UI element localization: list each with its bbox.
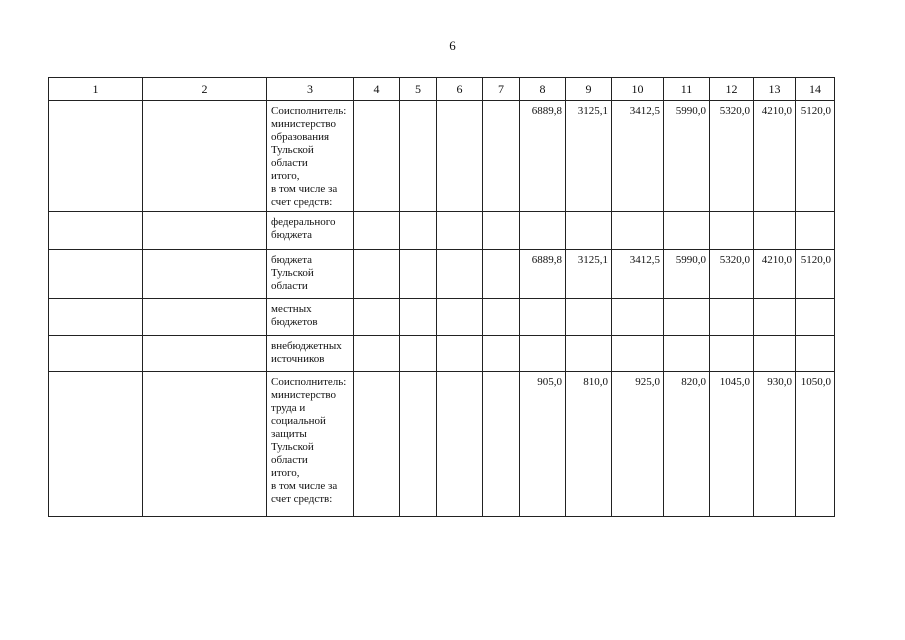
- empty-cell: [483, 212, 520, 250]
- empty-cell: [400, 212, 437, 250]
- empty-cell: [354, 212, 400, 250]
- row-label-line: счет средств:: [271, 493, 333, 505]
- column-header: 13: [754, 78, 796, 101]
- value-cell: 4210,0: [754, 101, 796, 212]
- column-header: 3: [267, 78, 354, 101]
- empty-cell: [483, 372, 520, 517]
- empty-cell: [437, 212, 483, 250]
- value-cell: 1050,0: [796, 372, 835, 517]
- row-label-line: Тульской: [271, 267, 314, 279]
- value-cell: 1045,0: [710, 372, 754, 517]
- value-cell: [754, 299, 796, 336]
- value-cell: 6889,8: [520, 101, 566, 212]
- value-cell: 5120,0: [796, 101, 835, 212]
- table-row: [49, 336, 835, 372]
- value-cell: 3412,5: [612, 250, 664, 299]
- value-cell: [612, 299, 664, 336]
- row-label-line: бюджетов: [271, 316, 318, 328]
- empty-cell: [400, 336, 437, 372]
- empty-cell: [49, 250, 143, 299]
- value-cell: [710, 212, 754, 250]
- row-label-line: счет средств:: [271, 196, 333, 208]
- row-label-cell: [267, 299, 354, 336]
- value-cell: 5320,0: [710, 250, 754, 299]
- empty-cell: [143, 336, 267, 372]
- empty-cell: [437, 336, 483, 372]
- value-cell: 5990,0: [664, 250, 710, 299]
- empty-cell: [400, 250, 437, 299]
- empty-cell: [49, 212, 143, 250]
- row-label-line: Тульской: [271, 441, 314, 453]
- value-cell: 3125,1: [566, 101, 612, 212]
- row-label-line: бюджета: [271, 254, 313, 266]
- header-row: [49, 78, 835, 101]
- value-cell: [612, 212, 664, 250]
- row-label-line: образования: [271, 131, 330, 143]
- table-row: [49, 372, 835, 517]
- row-label-cell: [267, 250, 354, 299]
- value-cell: 6889,8: [520, 250, 566, 299]
- budget-table: [48, 77, 835, 517]
- table-row: [49, 101, 835, 212]
- value-cell: [754, 212, 796, 250]
- column-header: 2: [143, 78, 267, 101]
- empty-cell: [437, 101, 483, 212]
- row-label-line: источников: [271, 353, 325, 365]
- column-header: 7: [483, 78, 520, 101]
- value-cell: [796, 212, 835, 250]
- row-label-line: социальной: [271, 415, 326, 427]
- empty-cell: [143, 372, 267, 517]
- empty-cell: [143, 101, 267, 212]
- row-label-line: Соисполнитель:: [271, 105, 347, 117]
- value-cell: [796, 336, 835, 372]
- value-cell: 4210,0: [754, 250, 796, 299]
- value-cell: 905,0: [520, 372, 566, 517]
- column-header: 1: [49, 78, 143, 101]
- row-label-line: бюджета: [271, 229, 313, 241]
- value-cell: 810,0: [566, 372, 612, 517]
- table-body: [49, 101, 835, 517]
- empty-cell: [437, 299, 483, 336]
- value-cell: [796, 299, 835, 336]
- empty-cell: [143, 212, 267, 250]
- row-label-line: Тульской: [271, 144, 314, 156]
- empty-cell: [49, 336, 143, 372]
- row-label-line: местных: [271, 303, 312, 315]
- row-label-cell: [267, 336, 354, 372]
- empty-cell: [483, 101, 520, 212]
- empty-cell: [354, 250, 400, 299]
- value-cell: [520, 336, 566, 372]
- empty-cell: [354, 372, 400, 517]
- value-cell: [664, 299, 710, 336]
- row-label-cell: [267, 101, 354, 212]
- column-header: 11: [664, 78, 710, 101]
- value-cell: 930,0: [754, 372, 796, 517]
- value-cell: [566, 299, 612, 336]
- empty-cell: [483, 250, 520, 299]
- empty-cell: [143, 299, 267, 336]
- value-cell: 5120,0: [796, 250, 835, 299]
- value-cell: [710, 299, 754, 336]
- empty-cell: [437, 250, 483, 299]
- row-label-line: министерство: [271, 389, 337, 401]
- empty-cell: [437, 372, 483, 517]
- empty-cell: [400, 299, 437, 336]
- value-cell: [710, 336, 754, 372]
- value-cell: [566, 212, 612, 250]
- value-cell: 820,0: [664, 372, 710, 517]
- row-label-line: итого,: [271, 170, 300, 182]
- value-cell: 5990,0: [664, 101, 710, 212]
- column-header: 4: [354, 78, 400, 101]
- empty-cell: [354, 101, 400, 212]
- value-cell: [664, 336, 710, 372]
- row-label-line: министерство: [271, 118, 337, 130]
- empty-cell: [483, 336, 520, 372]
- value-cell: [664, 212, 710, 250]
- row-label-line: труда и: [271, 402, 306, 414]
- row-label-line: итого,: [271, 467, 300, 479]
- value-cell: [754, 336, 796, 372]
- empty-cell: [49, 101, 143, 212]
- value-cell: 3125,1: [566, 250, 612, 299]
- empty-cell: [400, 372, 437, 517]
- row-label-cell: [267, 212, 354, 250]
- column-header: 10: [612, 78, 664, 101]
- empty-cell: [354, 336, 400, 372]
- column-header: 9: [566, 78, 612, 101]
- table-row: [49, 250, 835, 299]
- value-cell: [566, 336, 612, 372]
- value-cell: [612, 336, 664, 372]
- empty-cell: [354, 299, 400, 336]
- row-label-line: федерального: [271, 216, 336, 228]
- column-header: 5: [400, 78, 437, 101]
- row-label-line: области: [271, 157, 308, 169]
- value-cell: [520, 212, 566, 250]
- empty-cell: [400, 101, 437, 212]
- value-cell: 3412,5: [612, 101, 664, 212]
- value-cell: [520, 299, 566, 336]
- value-cell: 925,0: [612, 372, 664, 517]
- empty-cell: [143, 250, 267, 299]
- empty-cell: [483, 299, 520, 336]
- column-header: 8: [520, 78, 566, 101]
- row-label-line: Соисполнитель:: [271, 376, 347, 388]
- row-label-line: в том числе за: [271, 183, 338, 195]
- row-label-line: области: [271, 280, 308, 292]
- table-row: [49, 299, 835, 336]
- row-label-line: области: [271, 454, 308, 466]
- row-label-cell: [267, 372, 354, 517]
- column-header: 14: [796, 78, 835, 101]
- row-label-line: в том числе за: [271, 480, 338, 492]
- page-number: 6: [449, 38, 456, 53]
- table-row: [49, 212, 835, 250]
- row-label-line: защиты: [271, 428, 307, 440]
- column-header: 12: [710, 78, 754, 101]
- row-label-line: внебюджетных: [271, 340, 342, 352]
- value-cell: 5320,0: [710, 101, 754, 212]
- empty-cell: [49, 299, 143, 336]
- empty-cell: [49, 372, 143, 517]
- column-header: 6: [437, 78, 483, 101]
